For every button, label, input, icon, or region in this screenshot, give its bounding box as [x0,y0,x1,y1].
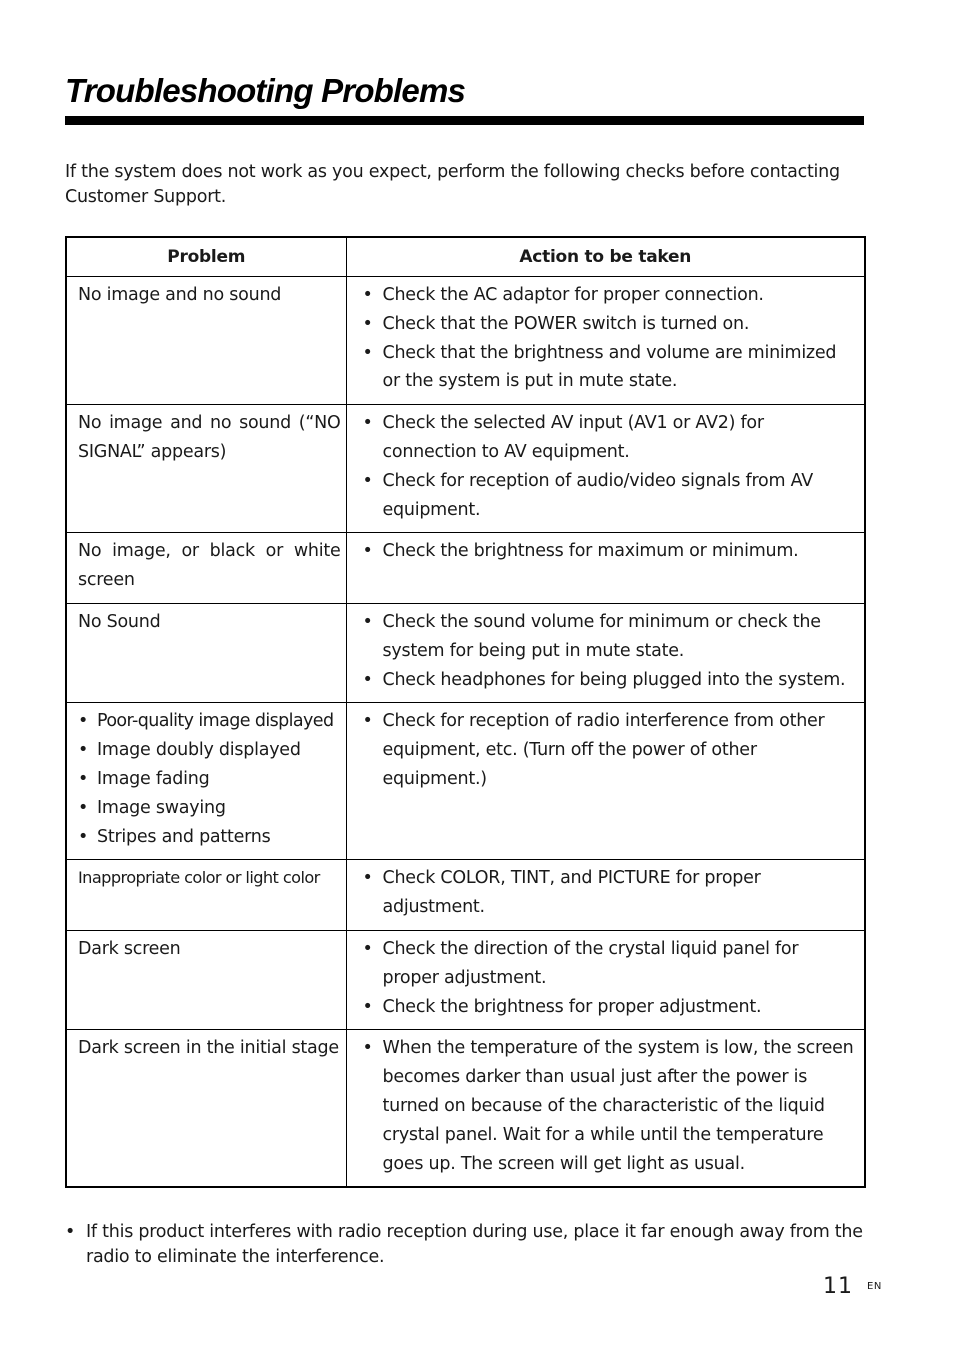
action-cell [346,277,865,405]
action-item: • Check the direction of the crystal liquid panel for proper adjustment. [358,935,857,993]
action-item: • Check COLOR, TINT, and PICTURE for proper adjustment. [358,864,857,922]
table-row [66,1030,865,1187]
problem-cell: Inappropriate color or light color [66,860,346,931]
footnote-item: • If this product interferes with radio reception during use, place it far enough away from the radio to eliminate the interference. [65,1220,875,1270]
action-item: • Check the brightness for proper adjustment. [358,993,857,1022]
problem-item: • Image fading [78,765,341,794]
action-list [358,864,857,922]
problem-item: • Image swaying [78,794,341,823]
action-item: • When the temperature of the system is low, the screen becomes darker than usual just after the power is turned on because of the characteristic of the liquid crystal panel. Wait for a while until the temperature goes up. The screen will get light as usual. [358,1034,857,1178]
table-header-row [66,237,865,277]
action-item: • Check for reception of audio/video signals from AV equipment. [358,467,857,525]
problem-cell: No image and no sound (“NO SIGNAL” appears) [66,405,346,533]
intro-paragraph: If the system does not work as you expect, perform the following checks before contacting Customer Support. [65,162,840,207]
header-action: Action to be taken [346,237,865,277]
table-row [66,277,865,405]
action-cell [346,603,865,702]
action-cell [346,703,865,860]
action-cell [346,405,865,533]
footnote-list [65,1220,875,1270]
action-list [358,935,857,1021]
action-item: • Check the AC adaptor for proper connection. [358,281,857,310]
action-item: • Check the selected AV input (AV1 or AV2) for connection to AV equipment. [358,409,857,467]
table-row [66,603,865,702]
language-code: EN [867,1281,882,1292]
table-row [66,533,865,604]
problem-cell [66,703,346,860]
action-list [358,537,857,566]
problem-cell: Dark screen in the initial stage [66,1030,346,1187]
action-item: • Check the sound volume for minimum or check the system for being put in mute state. [358,608,857,666]
table-row [66,703,865,860]
action-item: • Check the brightness for maximum or minimum. [358,537,857,566]
table-row [66,405,865,533]
action-cell [346,930,865,1029]
action-cell [346,533,865,604]
header-problem: Problem [66,237,346,277]
page-number: 11 [823,1274,853,1299]
action-list [358,409,857,524]
problem-cell: No Sound [66,603,346,702]
table-row [66,930,865,1029]
action-cell [346,1030,865,1187]
problem-item: • Image doubly displayed [78,736,341,765]
action-item: • Check headphones for being plugged into the system. [358,666,857,695]
action-item: • Check for reception of radio interference from other equipment, etc. (Turn off the power of other equipment.) [358,707,857,793]
table-row [66,860,865,931]
action-cell [346,860,865,931]
troubleshooting-table [65,236,866,1188]
problem-cell: No image and no sound [66,277,346,405]
problem-item: • Poor-quality image displayed [78,707,341,736]
action-item: • Check that the POWER switch is turned on. [358,310,857,339]
problem-item: • Stripes and patterns [78,823,341,852]
action-list [358,707,857,793]
title-underline-rule [65,116,864,125]
problem-list [78,707,341,851]
action-list [358,281,857,396]
action-list [358,608,857,694]
action-item: • Check that the brightness and volume are minimized or the system is put in mute state. [358,339,857,397]
action-list [358,1034,857,1178]
problem-cell: Dark screen [66,930,346,1029]
page-title: Troubleshooting Problems [65,72,466,109]
problem-cell: No image, or black or white screen [66,533,346,604]
